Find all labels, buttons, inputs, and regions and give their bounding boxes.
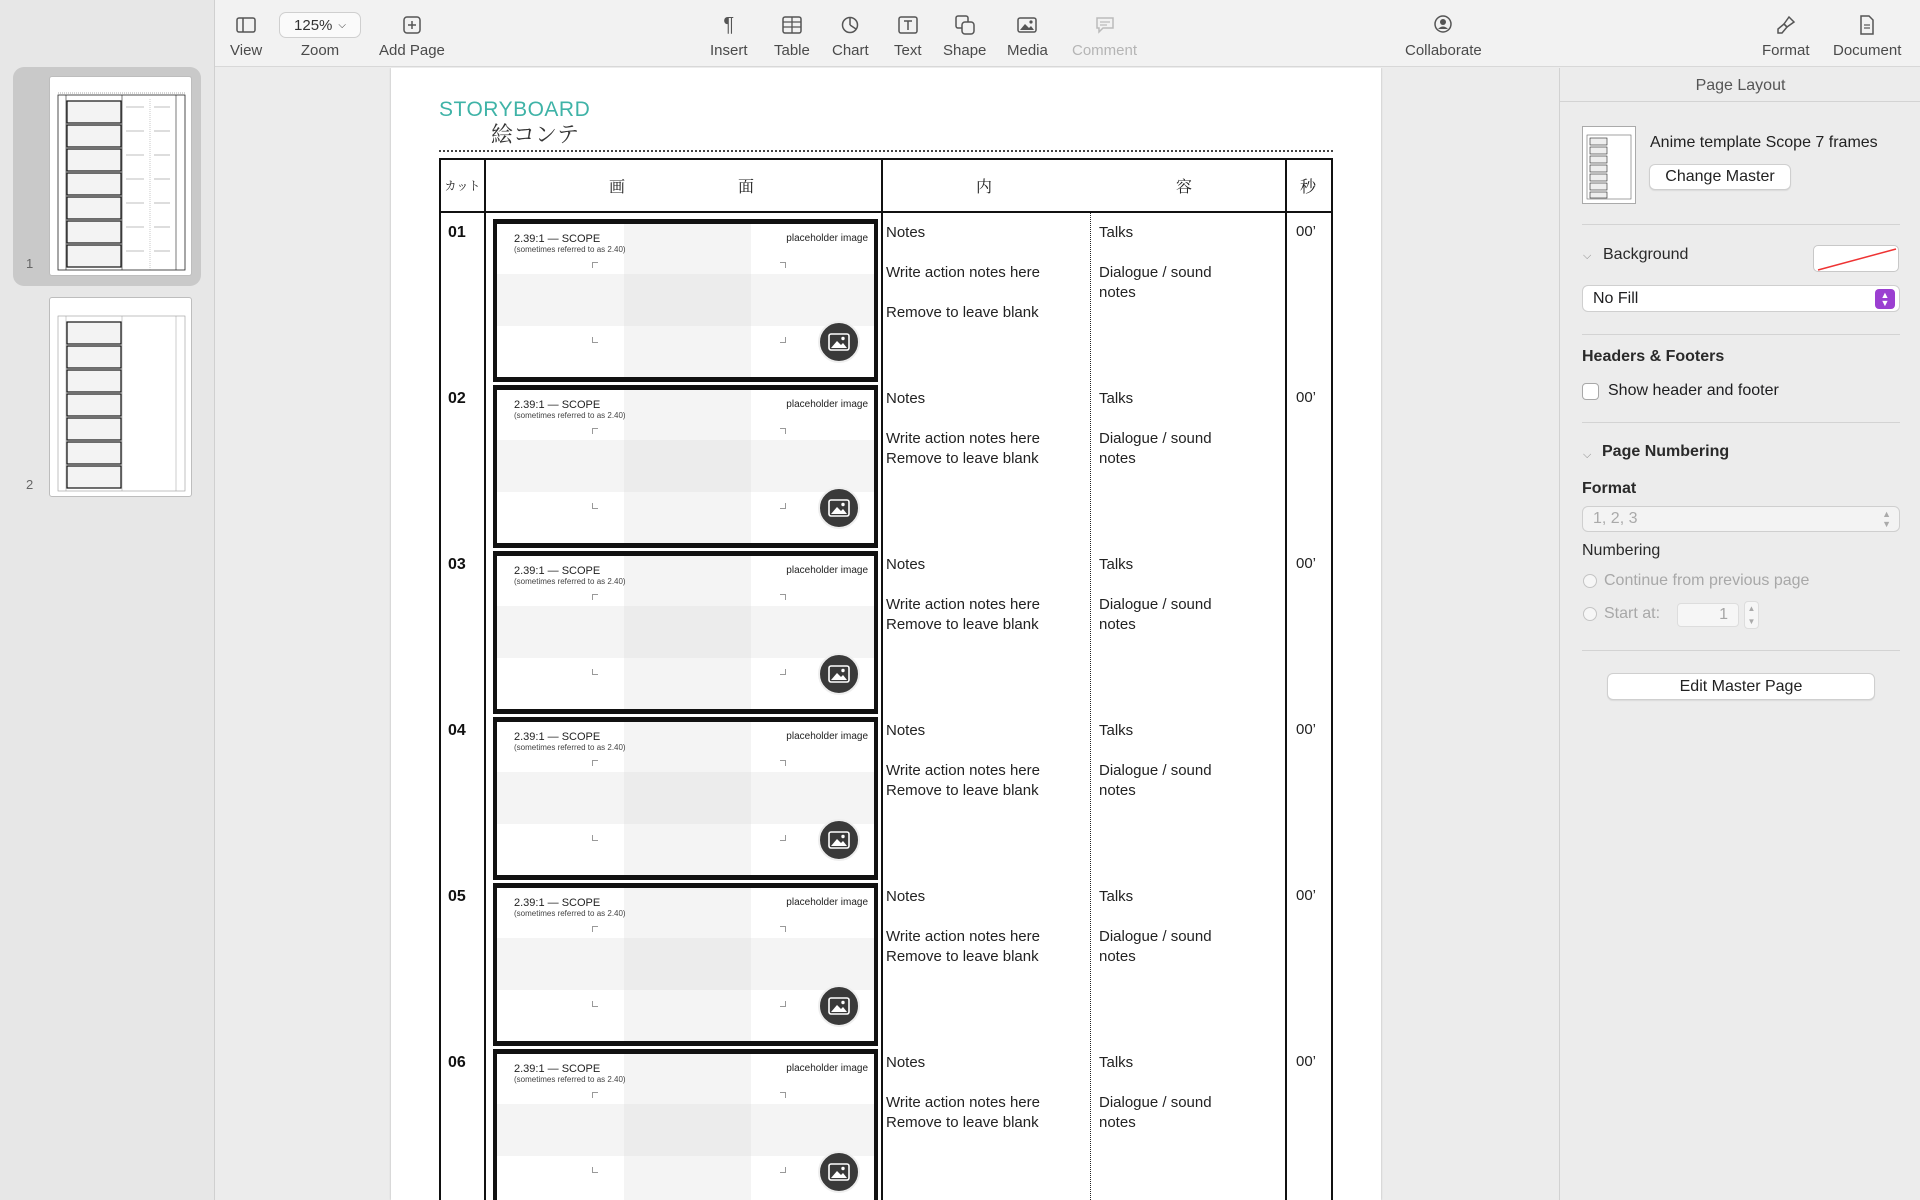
table-icon <box>782 12 802 38</box>
zoom-select[interactable] <box>279 12 361 38</box>
notes-heading: Notes <box>886 722 926 739</box>
start-at-radio[interactable] <box>1583 607 1597 621</box>
frame-aspect-note: (sometimes referred to as 2.40) <box>514 743 626 752</box>
page-thumbnail-2-preview <box>50 298 192 497</box>
notes-line: Write action notes here <box>886 1094 1040 1111</box>
document-canvas[interactable] <box>216 68 1559 1200</box>
insert-label: Insert <box>710 42 748 59</box>
chevron-down-icon: ⌵ <box>338 19 346 31</box>
start-at-stepper[interactable]: ▲ ▼ <box>1744 601 1759 629</box>
frame-aspect-note: (sometimes referred to as 2.40) <box>514 577 626 586</box>
storyboard-row[interactable] <box>441 382 1331 548</box>
view-label: View <box>230 42 263 59</box>
add-page-button[interactable] <box>379 12 445 59</box>
collaborate-icon <box>1432 12 1454 38</box>
cut-number[interactable]: 04 <box>448 722 466 739</box>
cut-number[interactable]: 03 <box>448 556 466 573</box>
notes-heading: Notes <box>886 1054 926 1071</box>
safe-area-corner <box>780 835 786 841</box>
header-cut: カット <box>441 160 484 213</box>
continue-option-label[interactable]: Continue from previous page <box>1604 572 1810 589</box>
notes-heading: Notes <box>886 224 926 241</box>
seconds-value[interactable]: 00’ <box>1296 389 1317 406</box>
talks-line: Dialogue / sound <box>1099 430 1212 447</box>
master-name: Anime template Scope 7 frames <box>1650 134 1878 151</box>
header-content-b: 容 <box>1176 177 1193 196</box>
safe-area-corner <box>780 1092 786 1098</box>
safe-area-corner <box>592 1001 598 1007</box>
storyboard-row[interactable] <box>441 548 1331 714</box>
frame-aspect-note: (sometimes referred to as 2.40) <box>514 909 626 918</box>
talks-line: Dialogue / sound <box>1099 762 1212 779</box>
continue-radio[interactable] <box>1583 574 1597 588</box>
updown-chevron-icon: ▲ ▼ <box>1882 509 1891 529</box>
background-fill-value: No Fill <box>1593 289 1639 307</box>
scope-frame[interactable] <box>493 883 878 1046</box>
action-notes[interactable] <box>886 389 1040 469</box>
frame-aspect-note: (sometimes referred to as 2.40) <box>514 411 626 420</box>
start-at-field[interactable]: 1 <box>1677 603 1739 627</box>
headers-footers-label: Headers & Footers <box>1582 348 1725 365</box>
safe-area-corner <box>780 760 786 766</box>
notes-line: Write action notes here <box>886 264 1040 281</box>
action-notes[interactable] <box>886 223 1040 323</box>
talks-line: notes <box>1099 450 1136 467</box>
master-thumbnail <box>1582 126 1636 204</box>
seconds-value[interactable]: 00’ <box>1296 223 1317 240</box>
notes-line: Remove to leave blank <box>886 1114 1039 1131</box>
talks-line: Dialogue / sound <box>1099 928 1212 945</box>
shape-icon <box>955 12 975 38</box>
action-notes[interactable] <box>886 555 1040 635</box>
number-format-value: 1, 2, 3 <box>1593 510 1638 527</box>
numbering-label: Numbering <box>1582 542 1661 559</box>
talks-line: Dialogue / sound <box>1099 1094 1212 1111</box>
placeholder-image[interactable] <box>497 224 874 377</box>
show-header-footer-label[interactable]: Show header and footer <box>1608 382 1779 399</box>
storyboard-subtitle[interactable]: 絵コンテ <box>491 123 580 148</box>
notes-line: Remove to leave blank <box>886 948 1039 965</box>
storyboard-row[interactable] <box>441 714 1331 880</box>
no-color-slash-icon <box>1814 246 1899 272</box>
notes-line: Remove to leave blank <box>886 616 1039 633</box>
placeholder-image[interactable] <box>497 888 874 1041</box>
format-section-label: Format <box>1582 480 1637 497</box>
format-inspector <box>1559 68 1920 1200</box>
inspector-header-divider <box>1560 101 1920 102</box>
format-label: Format <box>1762 42 1810 59</box>
safe-area-corner <box>592 594 598 600</box>
header-content <box>881 160 1285 213</box>
action-notes[interactable] <box>886 1053 1040 1133</box>
page-thumbnail-1[interactable] <box>49 76 192 276</box>
page-numbering-label[interactable]: Page Numbering <box>1602 443 1730 460</box>
dialogue-notes[interactable] <box>1099 555 1212 635</box>
talks-line: Dialogue / sound <box>1099 264 1212 281</box>
header-content-a: 内 <box>976 177 993 196</box>
notes-heading: Notes <box>886 390 926 407</box>
comment-label: Comment <box>1072 42 1138 59</box>
seconds-value[interactable]: 00’ <box>1296 1053 1317 1070</box>
paintbrush-icon <box>1776 12 1796 38</box>
header-screen <box>484 160 881 213</box>
chart-icon <box>841 12 859 38</box>
safe-area-corner <box>780 503 786 509</box>
safe-area-corner <box>780 1167 786 1173</box>
shape-button[interactable] <box>943 12 986 59</box>
chevron-down-icon[interactable]: ⌵ <box>1583 250 1592 262</box>
seconds-value[interactable]: 00’ <box>1296 555 1317 572</box>
insert-button[interactable] <box>710 12 748 59</box>
page-thumbnails-sidebar <box>0 0 215 1200</box>
talks-line: Dialogue / sound <box>1099 596 1212 613</box>
frame-aspect-label: 2.39:1 — SCOPE <box>514 565 601 577</box>
cut-number[interactable]: 02 <box>448 390 466 407</box>
document-label: Document <box>1833 42 1902 59</box>
safe-area-corner <box>592 669 598 675</box>
talks-line: notes <box>1099 1114 1136 1131</box>
text-button[interactable] <box>894 12 922 59</box>
action-notes[interactable] <box>886 721 1040 801</box>
add-page-label: Add Page <box>379 42 445 59</box>
photo-icon <box>1017 12 1037 38</box>
media-label: Media <box>1007 42 1048 59</box>
notes-line: Write action notes here <box>886 596 1040 613</box>
insert-image-icon[interactable] <box>818 653 860 695</box>
insert-image-icon[interactable] <box>818 819 860 861</box>
scope-frame[interactable] <box>493 385 878 548</box>
storyboard-table[interactable] <box>439 158 1333 1200</box>
dialogue-notes[interactable] <box>1099 389 1212 469</box>
frame-aspect-note: (sometimes referred to as 2.40) <box>514 1075 626 1084</box>
talks-heading: Talks <box>1099 888 1134 905</box>
show-header-footer-checkbox[interactable] <box>1582 383 1599 400</box>
talks-heading: Talks <box>1099 722 1134 739</box>
safe-area-corner <box>592 1092 598 1098</box>
zoom-label: Zoom <box>300 42 340 59</box>
cut-number[interactable]: 01 <box>448 224 466 241</box>
shape-label: Shape <box>943 42 987 59</box>
frame-aspect-label: 2.39:1 — SCOPE <box>514 1063 601 1075</box>
table-label: Table <box>774 42 810 59</box>
safe-area-corner <box>780 428 786 434</box>
placeholder-image-label: placeholder image <box>786 731 868 742</box>
page-thumbnail-1-number: 1 <box>26 256 34 271</box>
action-notes[interactable] <box>886 887 1040 967</box>
storyboard-row[interactable] <box>441 880 1331 1046</box>
zoom-value: 125% <box>294 16 333 34</box>
frame-aspect-note: (sometimes referred to as 2.40) <box>514 245 626 254</box>
toolbar <box>215 0 1920 67</box>
table-button[interactable] <box>774 12 810 59</box>
frame-aspect-label: 2.39:1 — SCOPE <box>514 731 601 743</box>
media-button[interactable] <box>1007 12 1048 59</box>
number-format-select[interactable] <box>1582 506 1900 532</box>
frame-aspect-label: 2.39:1 — SCOPE <box>514 399 601 411</box>
view-button[interactable] <box>230 12 262 59</box>
change-master-button[interactable]: Change Master <box>1649 164 1791 190</box>
select-arrows-icon: ▲ ▼ <box>1875 289 1895 309</box>
divider <box>1582 224 1900 225</box>
placeholder-image[interactable] <box>497 556 874 709</box>
safe-area-corner <box>780 669 786 675</box>
header-seconds: 秒 <box>1285 160 1331 213</box>
edit-master-page-button[interactable]: Edit Master Page <box>1607 673 1875 700</box>
header-screen-a: 画 <box>609 177 626 196</box>
placeholder-image-label: placeholder image <box>786 399 868 410</box>
pilcrow-icon: ¶ <box>723 13 735 36</box>
talks-line: notes <box>1099 616 1136 633</box>
talks-line: notes <box>1099 284 1136 301</box>
frame-aspect-label: 2.39:1 — SCOPE <box>514 233 601 245</box>
safe-area-corner <box>780 926 786 932</box>
safe-area-corner <box>592 835 598 841</box>
placeholder-image-label: placeholder image <box>786 1063 868 1074</box>
dialogue-notes[interactable] <box>1099 721 1212 801</box>
chevron-down-icon[interactable]: ⌵ <box>1583 449 1592 461</box>
collaborate-button[interactable] <box>1405 12 1482 59</box>
insert-image-icon[interactable] <box>818 985 860 1027</box>
talks-heading: Talks <box>1099 390 1134 407</box>
divider <box>1582 422 1900 423</box>
collaborate-label: Collaborate <box>1405 42 1482 59</box>
safe-area-corner <box>592 760 598 766</box>
background-fill-select[interactable] <box>1582 285 1900 312</box>
notes-line: Write action notes here <box>886 430 1040 447</box>
safe-area-corner <box>592 337 598 343</box>
talks-line: notes <box>1099 782 1136 799</box>
safe-area-corner <box>592 1167 598 1173</box>
chart-button[interactable] <box>832 12 869 59</box>
notes-line: Write action notes here <box>886 928 1040 945</box>
insert-image-icon[interactable] <box>818 1151 860 1193</box>
sidebar-icon <box>236 12 256 38</box>
comment-icon <box>1095 12 1115 38</box>
safe-area-corner <box>780 594 786 600</box>
document-button[interactable] <box>1833 12 1901 59</box>
dialogue-notes[interactable] <box>1099 887 1212 967</box>
placeholder-image-label: placeholder image <box>786 897 868 908</box>
placeholder-image[interactable] <box>497 1054 874 1200</box>
chart-label: Chart <box>832 42 869 59</box>
divider <box>1582 334 1900 335</box>
background-label[interactable]: Background <box>1603 246 1689 263</box>
safe-area-corner <box>780 337 786 343</box>
safe-area-corner <box>780 1001 786 1007</box>
safe-area-corner <box>592 503 598 509</box>
comment-button[interactable] <box>1072 12 1137 59</box>
safe-area-corner <box>592 428 598 434</box>
insert-image-icon[interactable] <box>818 487 860 529</box>
text-box-icon <box>898 12 918 38</box>
inspector-title: Page Layout <box>1695 77 1786 94</box>
zoom-control[interactable] <box>279 12 361 59</box>
notes-line: Remove to leave blank <box>886 450 1039 467</box>
notes-heading: Notes <box>886 888 926 905</box>
notes-line: Write action notes here <box>886 762 1040 779</box>
scope-frame[interactable] <box>493 551 878 714</box>
cut-number[interactable]: 05 <box>448 888 466 905</box>
format-button[interactable] <box>1762 12 1810 59</box>
seconds-value[interactable]: 00’ <box>1296 887 1317 904</box>
page-thumbnail-2-number: 2 <box>26 477 34 492</box>
dialogue-notes[interactable] <box>1099 223 1212 303</box>
document-page[interactable] <box>391 68 1381 1200</box>
background-color-well[interactable] <box>1813 245 1899 272</box>
scope-frame[interactable] <box>493 219 878 382</box>
safe-area-corner <box>780 262 786 268</box>
cut-number[interactable]: 06 <box>448 1054 466 1071</box>
page-thumbnail-2[interactable] <box>49 297 192 497</box>
placeholder-image[interactable] <box>497 722 874 875</box>
scope-frame[interactable] <box>493 717 878 880</box>
dialogue-notes[interactable] <box>1099 1053 1212 1133</box>
frame-aspect-label: 2.39:1 — SCOPE <box>514 897 601 909</box>
title-divider <box>439 150 1333 152</box>
page-thumbnail-1-preview <box>50 77 192 276</box>
start-at-label[interactable]: Start at: <box>1604 605 1661 622</box>
storyboard-row[interactable] <box>441 1046 1331 1200</box>
safe-area-corner <box>592 262 598 268</box>
talks-heading: Talks <box>1099 556 1134 573</box>
seconds-value[interactable]: 00’ <box>1296 721 1317 738</box>
scope-frame[interactable] <box>493 1049 878 1200</box>
divider <box>1582 650 1900 651</box>
notes-heading: Notes <box>886 556 926 573</box>
notes-line: Remove to leave blank <box>886 782 1039 799</box>
talks-line: notes <box>1099 948 1136 965</box>
storyboard-title[interactable]: STORYBOARD <box>439 98 591 121</box>
placeholder-image-label: placeholder image <box>786 565 868 576</box>
master-thumbnail-preview <box>1583 127 1635 203</box>
safe-area-corner <box>592 926 598 932</box>
insert-image-icon[interactable] <box>818 321 860 363</box>
talks-heading: Talks <box>1099 1054 1134 1071</box>
storyboard-row[interactable] <box>441 216 1331 382</box>
add-page-icon <box>403 12 421 38</box>
header-screen-b: 面 <box>738 177 755 196</box>
document-icon <box>1859 12 1875 38</box>
placeholder-image-label: placeholder image <box>786 233 868 244</box>
talks-heading: Talks <box>1099 224 1134 241</box>
notes-line: Remove to leave blank <box>886 304 1039 321</box>
placeholder-image[interactable] <box>497 390 874 543</box>
text-label: Text <box>894 42 922 59</box>
